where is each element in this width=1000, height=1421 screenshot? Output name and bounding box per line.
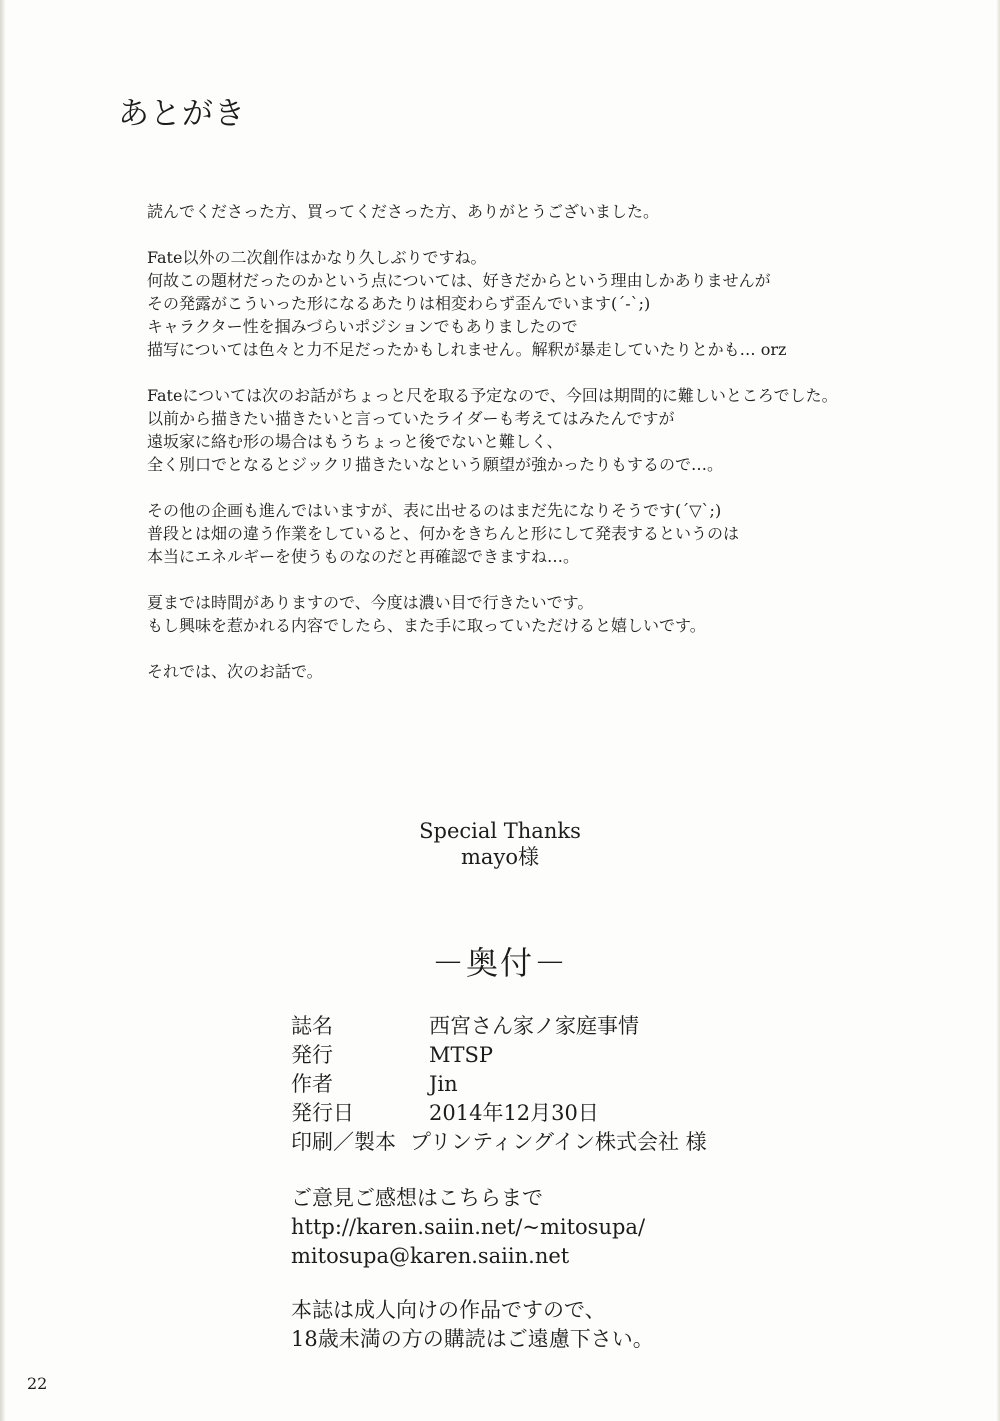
colophon-value: 2014年12月30日 [429, 1101, 599, 1125]
afterword-line: 遠坂家に絡む形の場合はもうちょっと後でないと難しく、 [147, 432, 563, 451]
contact-email: mitosupa@karen.saiin.net [291, 1244, 570, 1268]
afterword-line: 全く別口でとなるとジックリ描きたいなという願望が強かったりもするので…。 [147, 455, 724, 474]
colophon-value: プリンティングイン株式会社 様 [410, 1130, 707, 1154]
age-notice-line: 本誌は成人向けの作品ですので、 [291, 1298, 606, 1322]
colophon-label: 印刷／製本 [291, 1130, 396, 1154]
afterword-body [147, 200, 967, 706]
colophon-row-author [291, 1070, 707, 1099]
colophon-row-publisher [291, 1041, 707, 1070]
afterword-line: 何故この題材だったのかという点については、好きだからという理由しかありませんが [147, 271, 771, 290]
colophon-label: 発行 [291, 1043, 333, 1067]
special-thanks [350, 818, 650, 870]
page-edge-shadow-right [996, 0, 1000, 1421]
afterword-paragraph-5 [147, 591, 967, 637]
afterword-line: それでは、次のお話で。 [147, 662, 323, 681]
colophon-label: 発行日 [291, 1101, 354, 1125]
contact-url: http://karen.saiin.net/~mitosupa/ [291, 1215, 646, 1239]
colophon-info [291, 1012, 707, 1157]
special-thanks-heading: Special Thanks [419, 819, 581, 843]
afterword-line: Fate以外の二次創作はかなり久しぶりですね。 [147, 248, 487, 267]
colophon-row-title [291, 1012, 707, 1041]
colophon-title: －奥付－ [431, 944, 568, 982]
colophon-label: 作者 [291, 1072, 333, 1096]
page-number: 22 [27, 1374, 48, 1393]
afterword-line: 夏までは時間がありますので、今度は濃い目で行きたいです。 [147, 593, 594, 612]
afterword-line: キャラクター性を掴みづらいポジションでもありましたので [147, 317, 578, 336]
afterword-title: あとがき [118, 96, 246, 132]
afterword-line: 読んでくださった方、買ってくださった方、ありがとうございました。 [147, 202, 660, 221]
afterword-line: その他の企画も進んではいますが、表に出せるのはまだ先になりそうです(´▽`;) [147, 501, 722, 520]
page-edge-shadow-left [0, 0, 6, 1421]
afterword-paragraph-1 [147, 200, 967, 223]
afterword-line: 普段とは畑の違う作業をしていると、何かをきちんと形にして発表するというのは [147, 524, 740, 543]
afterword-paragraph-3 [147, 384, 967, 476]
contact-intro: ご意見ご感想はこちらまで [291, 1186, 543, 1210]
age-notice-line: 18歳未満の方の購読はご遠慮下さい。 [291, 1327, 654, 1351]
afterword-paragraph-4 [147, 499, 967, 568]
afterword-line: 本当にエネルギーを使うものなのだと再確認できますね…。 [147, 547, 580, 566]
afterword-line: 以前から描きたい描きたいと言っていたライダーも考えてはみたんですが [147, 409, 675, 428]
afterword-line: その発露がこういった形になるあたりは相変わらず歪んでいます(´-`;) [147, 294, 651, 313]
afterword-paragraph-2 [147, 246, 967, 361]
afterword-line: Fateについては次のお話がちょっと尺を取る予定なので、今回は期間的に難しいところでした。 [147, 386, 838, 405]
colophon-value: Jin [429, 1072, 458, 1096]
colophon-label: 誌名 [291, 1014, 333, 1038]
colophon-row-date [291, 1099, 707, 1128]
age-notice [291, 1296, 654, 1354]
colophon-row-printer [291, 1128, 707, 1157]
contact-info [291, 1184, 645, 1271]
afterword-line: もし興味を惹かれる内容でしたら、また手に取っていただけると嬉しいです。 [147, 616, 706, 635]
special-thanks-name: mayo様 [461, 845, 539, 869]
afterword-line: 描写については色々と力不足だったかもしれません。解釈が暴走していたりとかも… orz [147, 340, 787, 359]
afterword-paragraph-6 [147, 660, 967, 683]
colophon-value: 西宮さん家ノ家庭事情 [429, 1014, 639, 1038]
colophon-value: MTSP [429, 1043, 494, 1067]
